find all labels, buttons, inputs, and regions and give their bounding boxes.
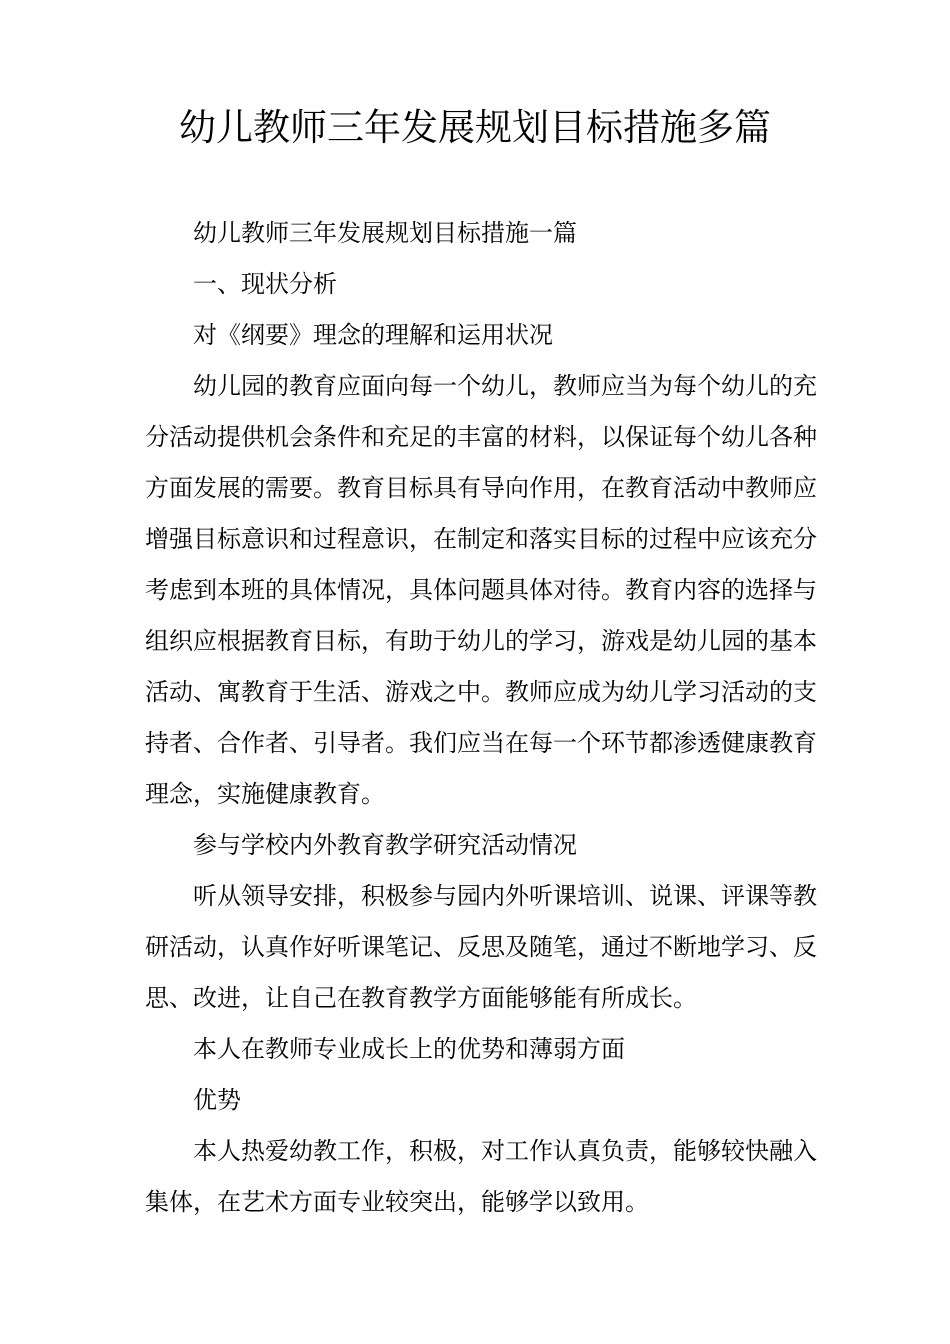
topic-heading: 本人在教师专业成长上的优势和薄弱方面 <box>193 1035 625 1063</box>
topic-heading: 优势 <box>193 1086 241 1114</box>
document-title: 幼儿教师三年发展规划目标措施多篇 <box>179 106 771 149</box>
topic-heading: 参与学校内外教育教学研究活动情况 <box>193 831 577 859</box>
body-paragraph: 幼儿园的教育应面向每一个幼儿，教师应当为每个幼儿的充分活动提供机会条件和充足的丰富的材料，以保证每个幼儿各种方面发展的需要。教育目标具有导向作用，在教育活动中教师应增强目标意识和过程意识，在制定和落实目标的过程中应该充分考虑到本班的具体情况，具体问题具体对待。教育内容的选择与组织应根据教育目标，有助于幼儿的学习，游戏是幼儿园的基本活动、寓教育于生活、游戏之中。教师应成为幼儿学习活动的支持者、合作者、引导者。我们应当在每一个环节都渗透健康教育理念，实施健康教育。 <box>145 372 817 808</box>
section-heading: 幼儿教师三年发展规划目标措施一篇 <box>193 219 577 247</box>
document-body <box>145 208 817 1228</box>
topic-heading: 对《纲要》理念的理解和运用状况 <box>193 321 553 349</box>
body-paragraph: 听从领导安排，积极参与园内外听课培训、说课、评课等教研活动，认真作好听课笔记、反思及随笔，通过不断地学习、反思、改进，让自己在教育教学方面能够能有所成长。 <box>145 882 817 1012</box>
subsection-heading: 一、现状分析 <box>193 270 337 298</box>
body-paragraph: 本人热爱幼教工作，积极，对工作认真负责，能够较快融入集体，在艺术方面专业较突出，能够学以致用。 <box>145 1137 817 1216</box>
